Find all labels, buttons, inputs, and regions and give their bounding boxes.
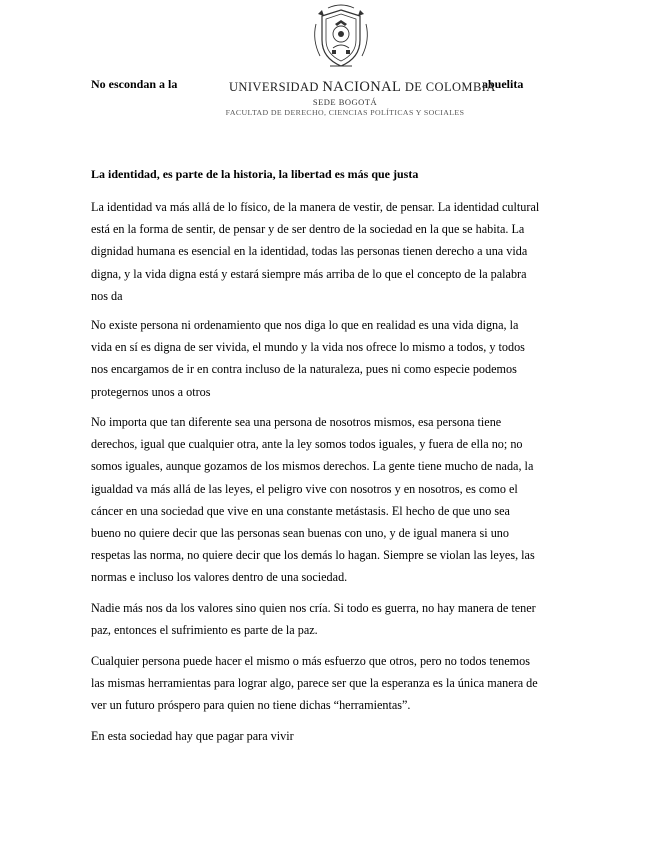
paragraph-line: No importa que tan diferente sea una persona de nosotros mismos, esa persona tiene xyxy=(91,415,502,429)
paragraph-line: bueno no quiere decir que las personas sean buenas con uno, y de igual manera si uno xyxy=(91,526,509,541)
header-left-text: No escondan a la xyxy=(91,77,178,91)
paragraph-line: está en la forma de sentir, de pensar y de ser dentro de la sociedad en la que se habita. La xyxy=(91,222,525,237)
paragraph-line: dignidad humana es esencial en la identidad, todas las personas tienen derecho a una vida xyxy=(91,244,528,259)
university-name-prefix: UNIVERSIDAD xyxy=(229,80,319,94)
paragraph-line: digna, y la vida digna está y estará siempre más arriba de lo que el concepto de la palabra xyxy=(91,266,527,281)
paragraph-line: nos da xyxy=(91,288,123,303)
paragraph-line: protegernos unos a otros xyxy=(91,384,211,399)
university-seal-icon xyxy=(310,4,372,72)
university-name xyxy=(229,79,496,96)
paragraph-5 xyxy=(91,650,567,717)
paragraph-line: cáncer en una sociedad que vive en una constante metástasis. El hecho de que uno sea xyxy=(91,503,510,518)
paragraph-line: igualdad va más allá de las leyes, el peligro vive con nosotros y en nosotros, es como el xyxy=(91,481,518,496)
paragraph-6 xyxy=(91,725,567,747)
paragraph-line: Nadie más nos da los valores sino quien nos cría. Si todo es guerra, no hay manera de tener xyxy=(91,601,536,615)
paragraph-line: En esta sociedad hay que pagar para vivir xyxy=(91,729,294,743)
paragraph-line: ver un futuro próspero para quien no tiene dichas “herramientas”. xyxy=(91,698,411,713)
header-right-text: abuelita xyxy=(482,77,524,91)
paragraph-line: respetas las norma, no quiere decir que los demás lo hagan. Siempre se violan las leyes, las xyxy=(91,548,535,563)
paragraph-line: las mismas herramientas para lograr algo, parece ser que la esperanza es la única manera de xyxy=(91,676,538,691)
faculty-name: FACULTAD DE DERECHO, CIENCIAS POLÍTICAS Y SOCIALES xyxy=(225,108,465,117)
paragraph-line: Cualquier persona puede hacer el mismo o más esfuerzo que otros, pero no todos tenemos xyxy=(91,654,530,668)
paragraph-1 xyxy=(91,196,567,307)
campus-name: SEDE BOGOTÁ xyxy=(312,97,378,107)
paragraph-2 xyxy=(91,314,567,403)
paragraph-line: paz, entonces el sufrimiento es parte de la paz. xyxy=(91,623,318,638)
paragraph-4 xyxy=(91,597,567,641)
document-title: La identidad, es parte de la historia, la libertad es más que justa xyxy=(91,167,419,181)
paragraph-line: No existe persona ni ordenamiento que nos diga lo que en realidad es una vida digna, la xyxy=(91,318,519,332)
paragraph-line: vida en sí es digna de ser vivida, el mundo y la vida nos ofrece lo mismo a todos, y todos xyxy=(91,340,525,355)
paragraph-line: La identidad va más allá de lo físico, de la manera de vestir, de pensar. La identidad cultural xyxy=(91,200,540,214)
university-name-bold: NACIONAL xyxy=(322,79,402,95)
paragraph-3 xyxy=(91,411,567,589)
paragraph-line: derechos, igual que cualquier otra, ante la ley somos todos iguales, y fuera de ella no; no xyxy=(91,437,523,452)
paragraph-line: normas e incluso los valores dentro de una sociedad. xyxy=(91,570,348,585)
university-name-suffix: DE COLOMBIA xyxy=(404,80,496,94)
paragraph-line: nos encargamos de ir en contra incluso de la naturaleza, pues ni como especie podemos xyxy=(91,362,517,377)
paragraph-line: somos iguales, aunque gozamos de los mismos derechos. La gente tiene mucho de nada, la xyxy=(91,459,534,474)
